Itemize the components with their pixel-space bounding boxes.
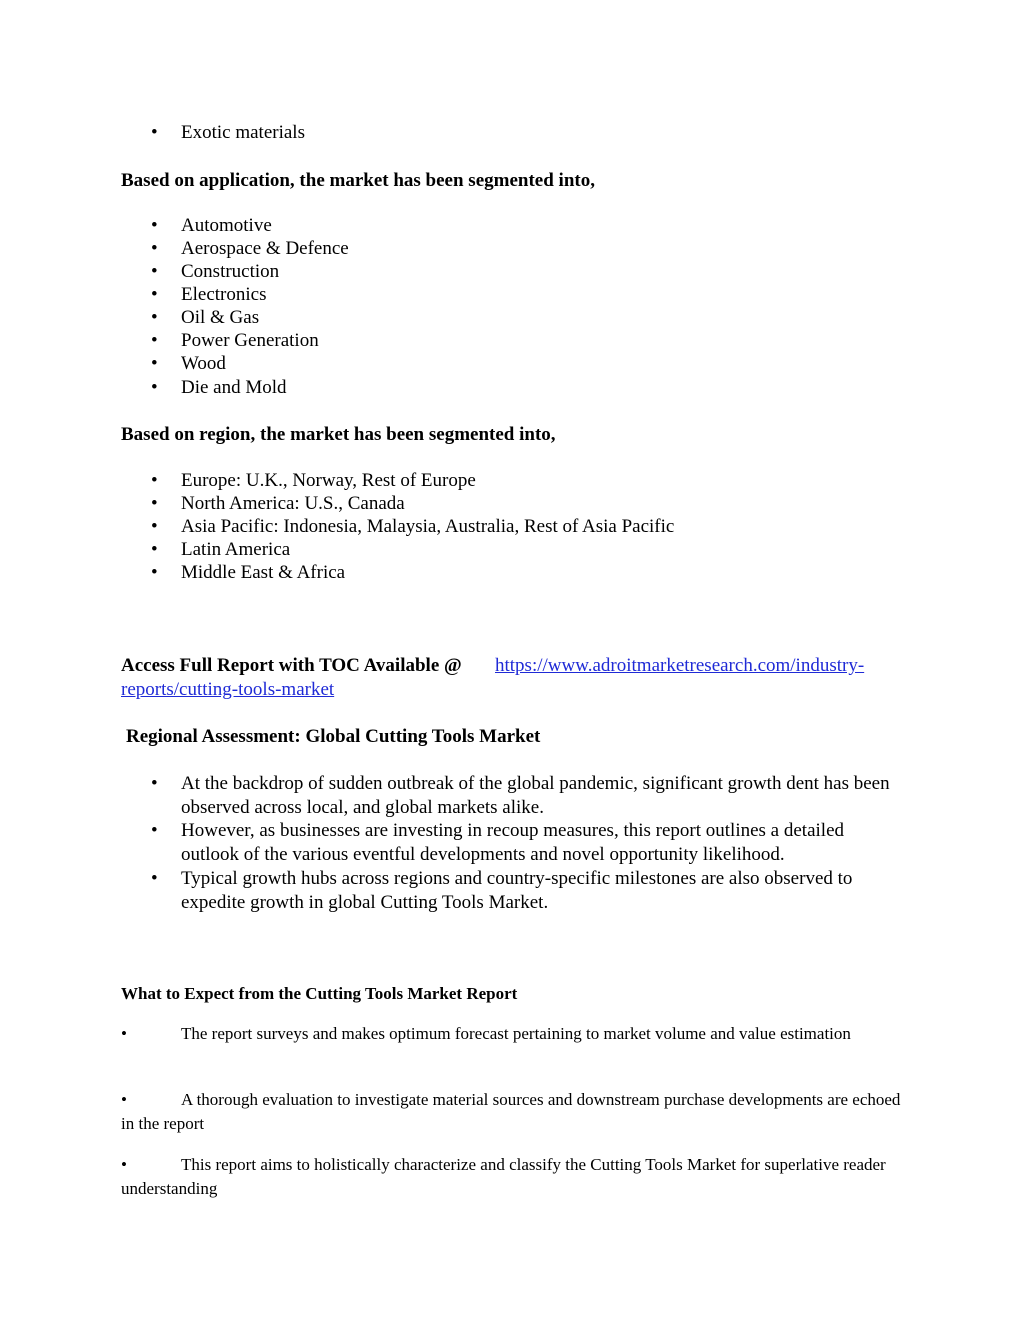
report-link-line2[interactable]: reports/cutting-tools-market bbox=[121, 679, 335, 700]
list-item-text: Wood bbox=[181, 353, 226, 374]
bullet-icon: • bbox=[151, 261, 158, 282]
regional-assessment-heading: Regional Assessment: Global Cutting Tools Market bbox=[126, 726, 541, 747]
list-item bbox=[151, 819, 901, 866]
paragraph bbox=[121, 1022, 911, 1046]
bullet-icon: • bbox=[151, 353, 158, 374]
bullet-icon: • bbox=[151, 307, 158, 328]
list-item-text: Exotic materials bbox=[181, 122, 305, 143]
list-item bbox=[151, 867, 901, 914]
bullet-icon: • bbox=[121, 1024, 127, 1043]
bullet-icon: • bbox=[151, 868, 158, 889]
list-item bbox=[151, 469, 476, 492]
list-item bbox=[151, 515, 675, 538]
paragraph-text: A thorough evaluation to investigate material sources and downstream purchase developments are echoed in the report bbox=[121, 1090, 901, 1133]
bullet-icon: • bbox=[151, 238, 158, 259]
list-item-text: Die and Mold bbox=[181, 377, 287, 398]
bullet-icon: • bbox=[151, 539, 158, 560]
list-item bbox=[151, 772, 901, 819]
list-item-text: Asia Pacific: Indonesia, Malaysia, Australia, Rest of Asia Pacific bbox=[181, 516, 675, 537]
bullet-icon: • bbox=[151, 284, 158, 305]
list-item-text: Power Generation bbox=[181, 330, 319, 351]
paragraph-text: This report aims to holistically characterize and classify the Cutting Tools Market for superlative reader understanding bbox=[121, 1155, 886, 1198]
list-item-text: Electronics bbox=[181, 284, 267, 305]
bullet-icon: • bbox=[151, 516, 158, 537]
paragraph-text: The report surveys and makes optimum forecast pertaining to market volume and value estimation bbox=[181, 1024, 851, 1043]
list-item-text: Europe: U.K., Norway, Rest of Europe bbox=[181, 470, 476, 491]
list-item-text: Automotive bbox=[181, 215, 272, 236]
access-report-label: Access Full Report with TOC Available @ bbox=[121, 655, 462, 676]
paragraph bbox=[121, 1153, 911, 1201]
list-item-text: Typical growth hubs across regions and country-specific milestones are also observed to expedite growth in global Cutting Tools Market. bbox=[181, 868, 853, 913]
list-item bbox=[151, 260, 280, 283]
list-item bbox=[151, 492, 405, 515]
paragraph bbox=[121, 1088, 911, 1136]
bullet-icon: • bbox=[151, 493, 158, 514]
list-item bbox=[151, 237, 349, 260]
list-item-text: Oil & Gas bbox=[181, 307, 260, 328]
bullet-icon: • bbox=[151, 377, 158, 398]
bullet-icon: • bbox=[151, 215, 158, 236]
list-item-text: At the backdrop of sudden outbreak of the global pandemic, significant growth dent has been observed across local, and global markets alike. bbox=[181, 773, 890, 818]
bullet-icon: • bbox=[121, 1155, 127, 1174]
list-item bbox=[151, 329, 319, 352]
list-item bbox=[151, 121, 305, 144]
list-item bbox=[151, 306, 260, 329]
bullet-icon: • bbox=[151, 122, 158, 143]
bullet-icon: • bbox=[151, 470, 158, 491]
list-item bbox=[151, 283, 267, 306]
list-item-text: Aerospace & Defence bbox=[181, 238, 349, 259]
list-item-text: However, as businesses are investing in recoup measures, this report outlines a detailed outlook of the various eventful developments and novel opportunity likelihood. bbox=[181, 820, 844, 865]
bullet-icon: • bbox=[151, 773, 158, 794]
list-item-text: North America: U.S., Canada bbox=[181, 493, 405, 514]
list-item-text: Construction bbox=[181, 261, 280, 282]
list-item-text: Latin America bbox=[181, 539, 291, 560]
list-item bbox=[151, 214, 272, 237]
report-link-line1[interactable]: https://www.adroitmarketresearch.com/industry- bbox=[495, 655, 865, 676]
list-item bbox=[151, 538, 291, 561]
bullet-icon: • bbox=[121, 1090, 127, 1109]
region-heading: Based on region, the market has been segmented into, bbox=[121, 424, 556, 445]
application-heading: Based on application, the market has been segmented into, bbox=[121, 170, 595, 191]
expect-heading: What to Expect from the Cutting Tools Market Report bbox=[121, 984, 518, 1003]
bullet-icon: • bbox=[151, 330, 158, 351]
bullet-icon: • bbox=[151, 820, 158, 841]
list-item-text: Middle East & Africa bbox=[181, 562, 346, 583]
bullet-icon: • bbox=[151, 562, 158, 583]
list-item bbox=[151, 376, 287, 399]
list-item bbox=[151, 561, 346, 584]
list-item bbox=[151, 352, 226, 375]
